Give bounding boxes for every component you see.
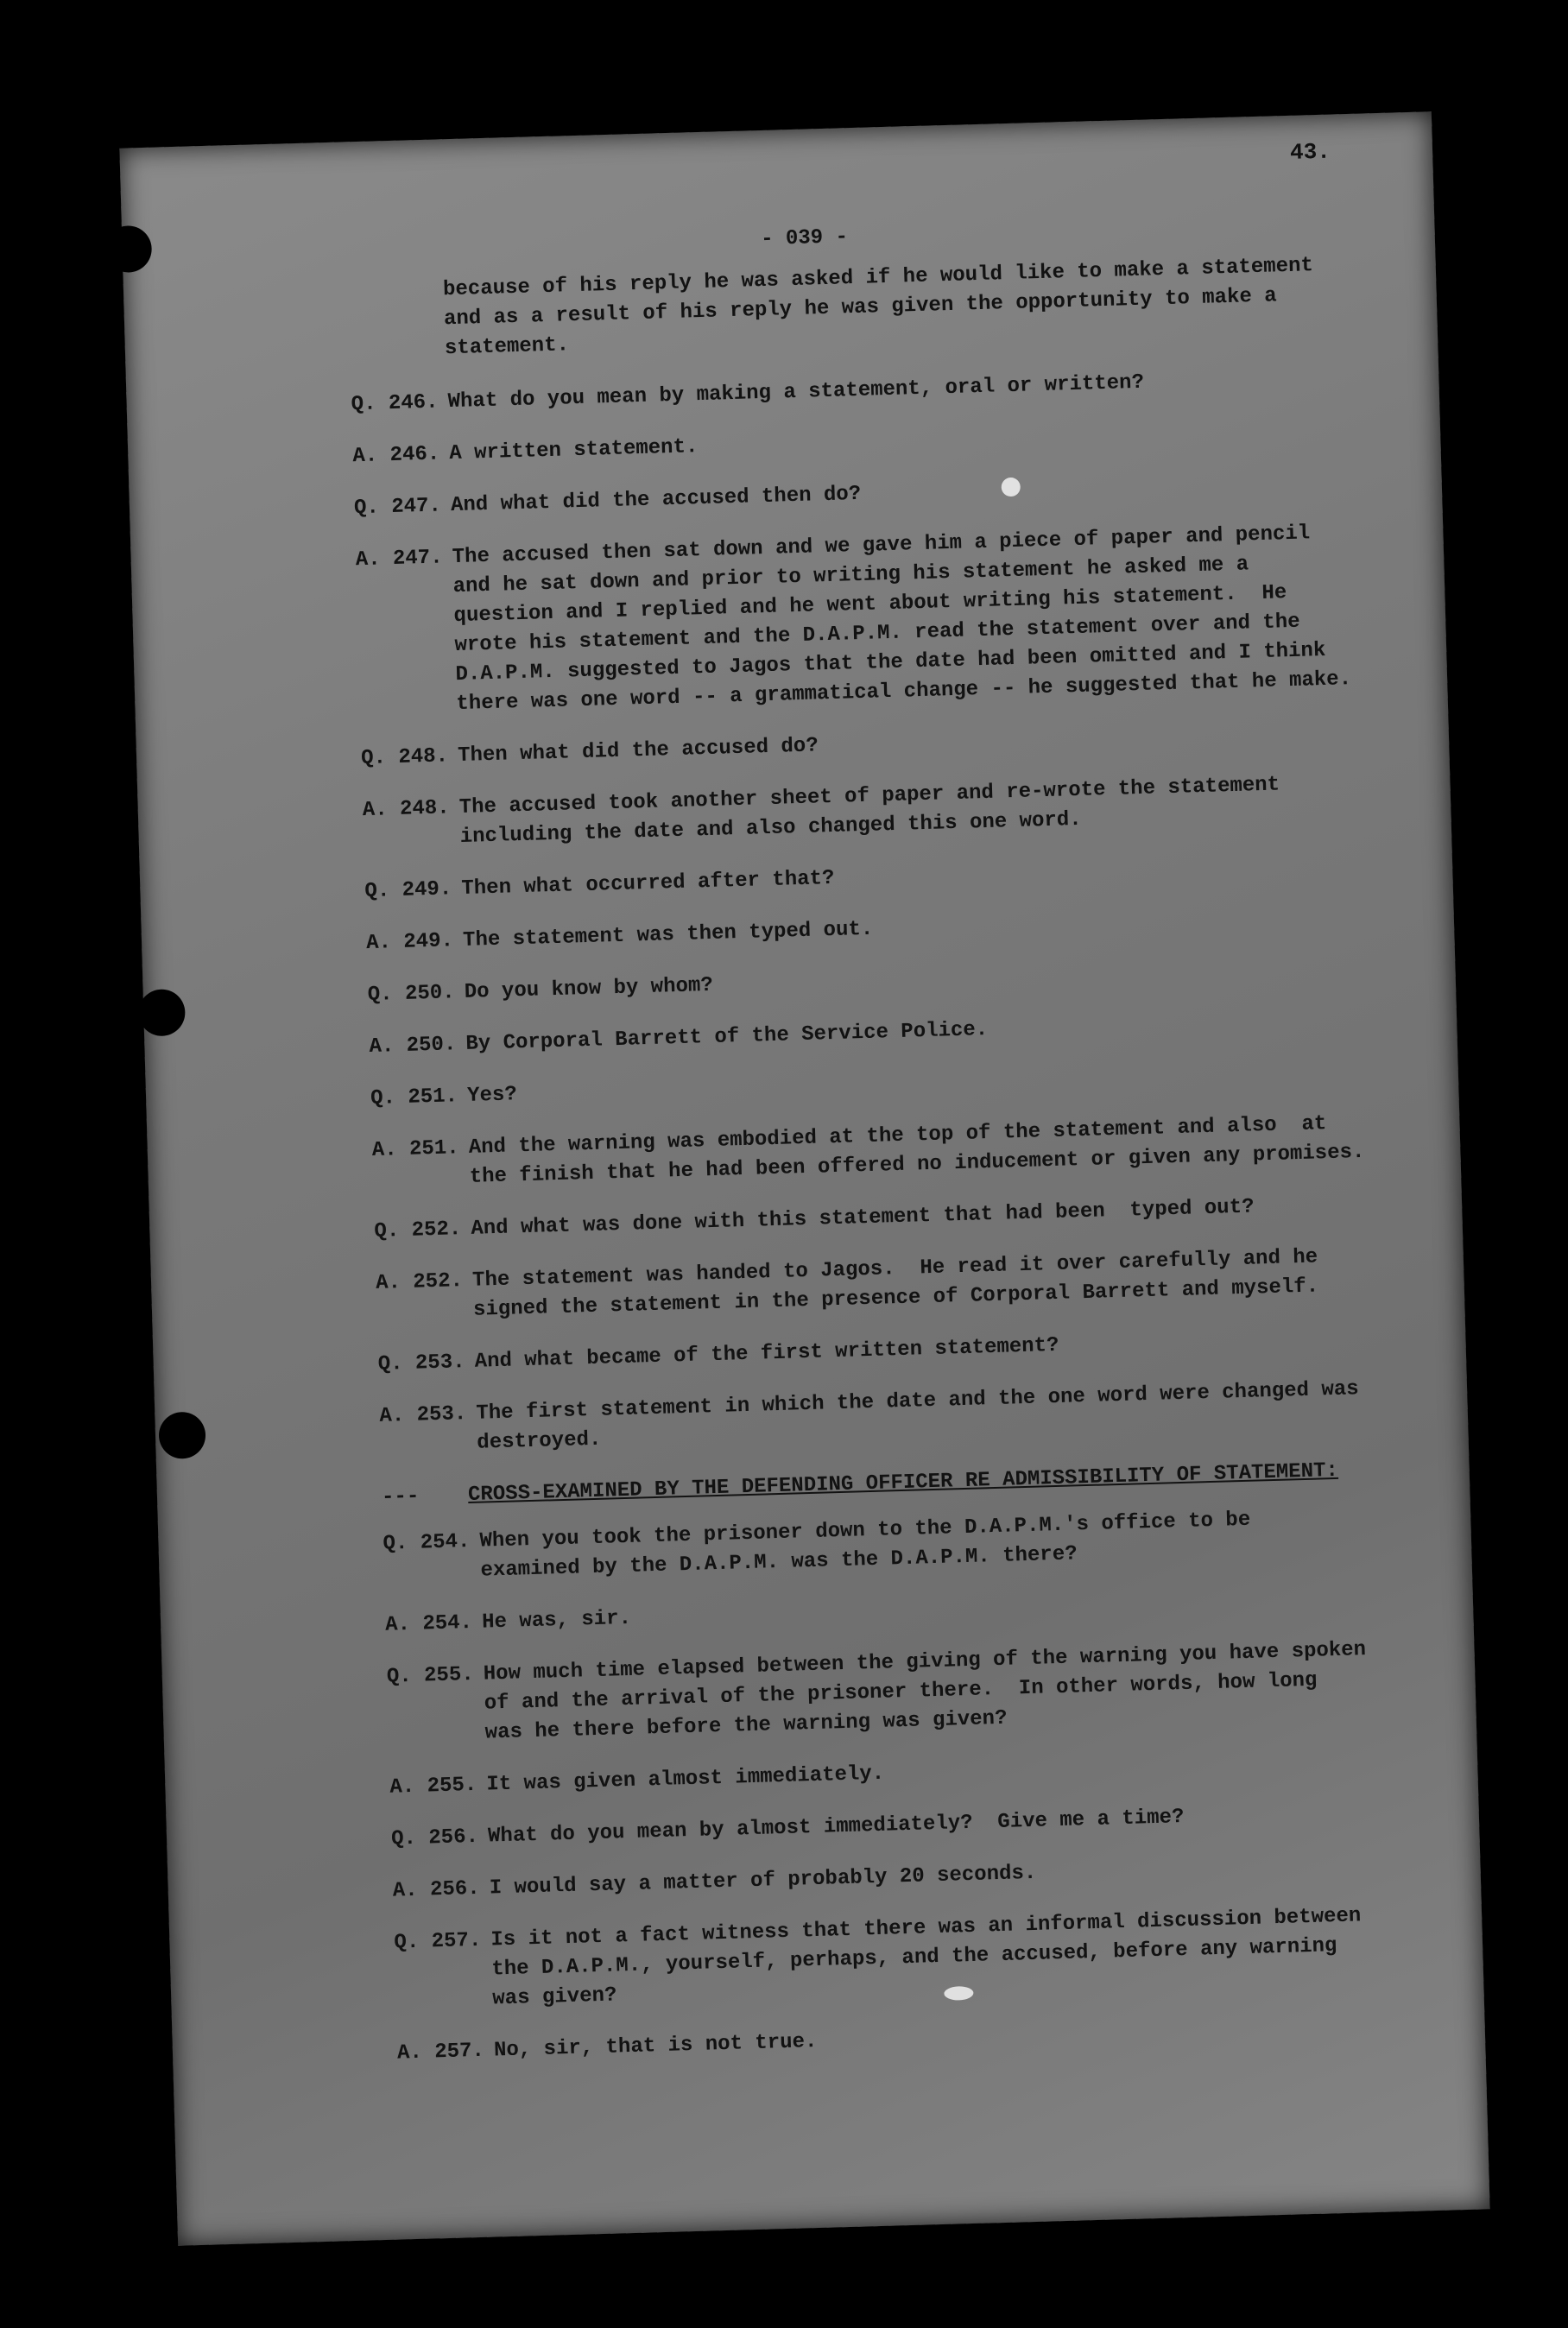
entry-text: The accused then sat down and we gave him a piece of paper and pencil and he sat down and prior to writing his statement he asked me a question and I replied and he went about writing his statement. He wrote his statement and the D.A.P.M. read the statement over and the D.A.P.M. suggested to Jagos that the date had been omitted and I think there was one word -- a grammatical change -- he suggested that he make. bbox=[452, 522, 1352, 717]
question-entry bbox=[351, 362, 1387, 420]
question-entry bbox=[374, 1188, 1410, 1246]
entry-text: By Corporal Barrett of the Service Police. bbox=[465, 1018, 989, 1056]
punch-hole-top bbox=[104, 225, 152, 273]
question-entry bbox=[394, 1900, 1432, 2016]
punch-hole-bottom bbox=[158, 1412, 205, 1459]
question-entry bbox=[367, 952, 1403, 1010]
entry-text: A written statement. bbox=[449, 435, 699, 466]
entry-number: A. 247. bbox=[355, 546, 443, 573]
entry-text: It was given almost immediately. bbox=[486, 1762, 885, 1797]
entry-text: What do you mean by almost immediately? Give me a time? bbox=[487, 1806, 1185, 1849]
entry-number: Q. 247. bbox=[353, 494, 442, 521]
entry-text: And the warning was embodied at the top of the statement and also at the finish that he had been offered no inducement or given any promises. bbox=[468, 1112, 1365, 1189]
question-entry bbox=[383, 1501, 1419, 1588]
entry-number: Q. 251. bbox=[370, 1085, 458, 1110]
question-entry bbox=[370, 1056, 1407, 1114]
answer-entry bbox=[385, 1582, 1421, 1640]
answer-entry bbox=[371, 1107, 1408, 1194]
question-entry bbox=[361, 716, 1397, 774]
entry-number: A. 253. bbox=[379, 1402, 467, 1428]
entry-number: Q. 256. bbox=[390, 1825, 479, 1851]
section-dash: --- bbox=[381, 1484, 420, 1509]
entry-text: Then what occurred after that? bbox=[461, 866, 835, 901]
entry-text: The first statement in which the date and the one word were changed was destroyed. bbox=[476, 1377, 1360, 1455]
entry-text: Yes? bbox=[466, 1083, 518, 1108]
entry-number: A. 252. bbox=[375, 1269, 464, 1295]
entry-text: The statement was handed to Jagos. He read it over carefully and he signed the statement in the presence of Corporal Barrett and myself. bbox=[471, 1245, 1319, 1322]
entry-text: Is it not a fact witness that there was an informal discussion between the D.A.P.M., yourself, perhaps, and the accused, before any warning was given? bbox=[490, 1904, 1362, 2011]
entry-text: Then what did the accused do? bbox=[457, 734, 819, 769]
section-title: CROSS-EXAMINED BY THE DEFENDING OFFICER RE ADMISSIBILITY OF STATEMENT: bbox=[467, 1458, 1339, 1508]
entry-number: A. 255. bbox=[389, 1773, 477, 1800]
entry-number: A. 251. bbox=[371, 1136, 460, 1162]
folio-number: - 039 - bbox=[760, 225, 849, 251]
page-number: 43. bbox=[1289, 138, 1331, 166]
entry-number: A. 256. bbox=[392, 1876, 481, 1903]
entry-text: How much time elapsed between the giving of the warning you have spoken of and the arrival of the prisoner there. In other words, how long was he there before the warning was given? bbox=[483, 1638, 1367, 1745]
entry-number: Q. 252. bbox=[374, 1218, 462, 1243]
entry-text: When you took the prisoner down to the D.A.P.M.'s office to be examined by the D.A.P.M. was the D.A.P.M. there? bbox=[479, 1508, 1251, 1583]
entry-number: Q. 246. bbox=[351, 390, 439, 417]
question-entry bbox=[386, 1634, 1424, 1750]
question-entry bbox=[354, 465, 1390, 523]
entry-number: A. 249. bbox=[365, 929, 454, 956]
entry-number: Q. 249. bbox=[364, 877, 452, 904]
entry-text: The accused took another sheet of paper and re-wrote the statement including the date and also changed this one word. bbox=[458, 773, 1280, 849]
entry-number: Q. 254. bbox=[383, 1529, 471, 1556]
answer-entry bbox=[397, 2010, 1433, 2068]
entry-text: I would say a matter of probably 20 seconds. bbox=[489, 1861, 1037, 1901]
entry-text: And what did the accused then do? bbox=[450, 482, 862, 518]
entry-text: No, sir, that is not true. bbox=[493, 2029, 818, 2063]
entry-text: He was, sir. bbox=[481, 1606, 632, 1635]
entry-text: What do you mean by making a statement, oral or written? bbox=[447, 370, 1145, 414]
question-entry bbox=[391, 1796, 1427, 1854]
answer-entry bbox=[366, 901, 1402, 958]
entry-number: A. 257. bbox=[396, 2039, 485, 2065]
entry-number: A. 246. bbox=[352, 442, 440, 469]
section-heading bbox=[382, 1454, 1418, 1512]
entry-text: The statement was then typed out. bbox=[462, 917, 874, 952]
entry-number: Q. 255. bbox=[386, 1662, 475, 1689]
answer-entry bbox=[376, 1240, 1413, 1327]
answer-entry bbox=[362, 768, 1399, 855]
entry-number: A. 250. bbox=[369, 1033, 457, 1060]
entry-number: A. 254. bbox=[384, 1610, 473, 1637]
answer-entry bbox=[352, 414, 1388, 471]
document-sheet bbox=[119, 111, 1489, 2245]
answer-entry bbox=[389, 1744, 1426, 1802]
entry-text: And what became of the first written statement? bbox=[474, 1333, 1059, 1374]
answer-entry bbox=[379, 1373, 1416, 1460]
answer-entry bbox=[369, 1004, 1405, 1062]
entry-number: Q. 253. bbox=[377, 1351, 465, 1376]
continued-answer-text: because of his reply he was asked if he would like to make a statement and as a result of his reply he was given the opportunity to make a statement. bbox=[442, 254, 1314, 361]
entry-text: And what was done with this statement that had been typed out? bbox=[471, 1195, 1255, 1241]
entry-number: Q. 248. bbox=[360, 744, 449, 771]
qa-list bbox=[351, 362, 1416, 1461]
transcript-body bbox=[346, 208, 1434, 2091]
question-entry bbox=[364, 849, 1400, 907]
answer-entry bbox=[355, 517, 1395, 722]
entry-number: Q. 250. bbox=[367, 981, 456, 1008]
punch-hole-middle bbox=[138, 989, 186, 1036]
answer-entry bbox=[392, 1848, 1428, 1906]
question-entry bbox=[377, 1321, 1413, 1379]
entry-number: A. 248. bbox=[362, 796, 451, 823]
entry-text: Do you know by whom? bbox=[464, 973, 714, 1004]
entry-number: Q. 257. bbox=[394, 1928, 482, 1955]
qa-list-cross-examination bbox=[383, 1501, 1433, 2068]
